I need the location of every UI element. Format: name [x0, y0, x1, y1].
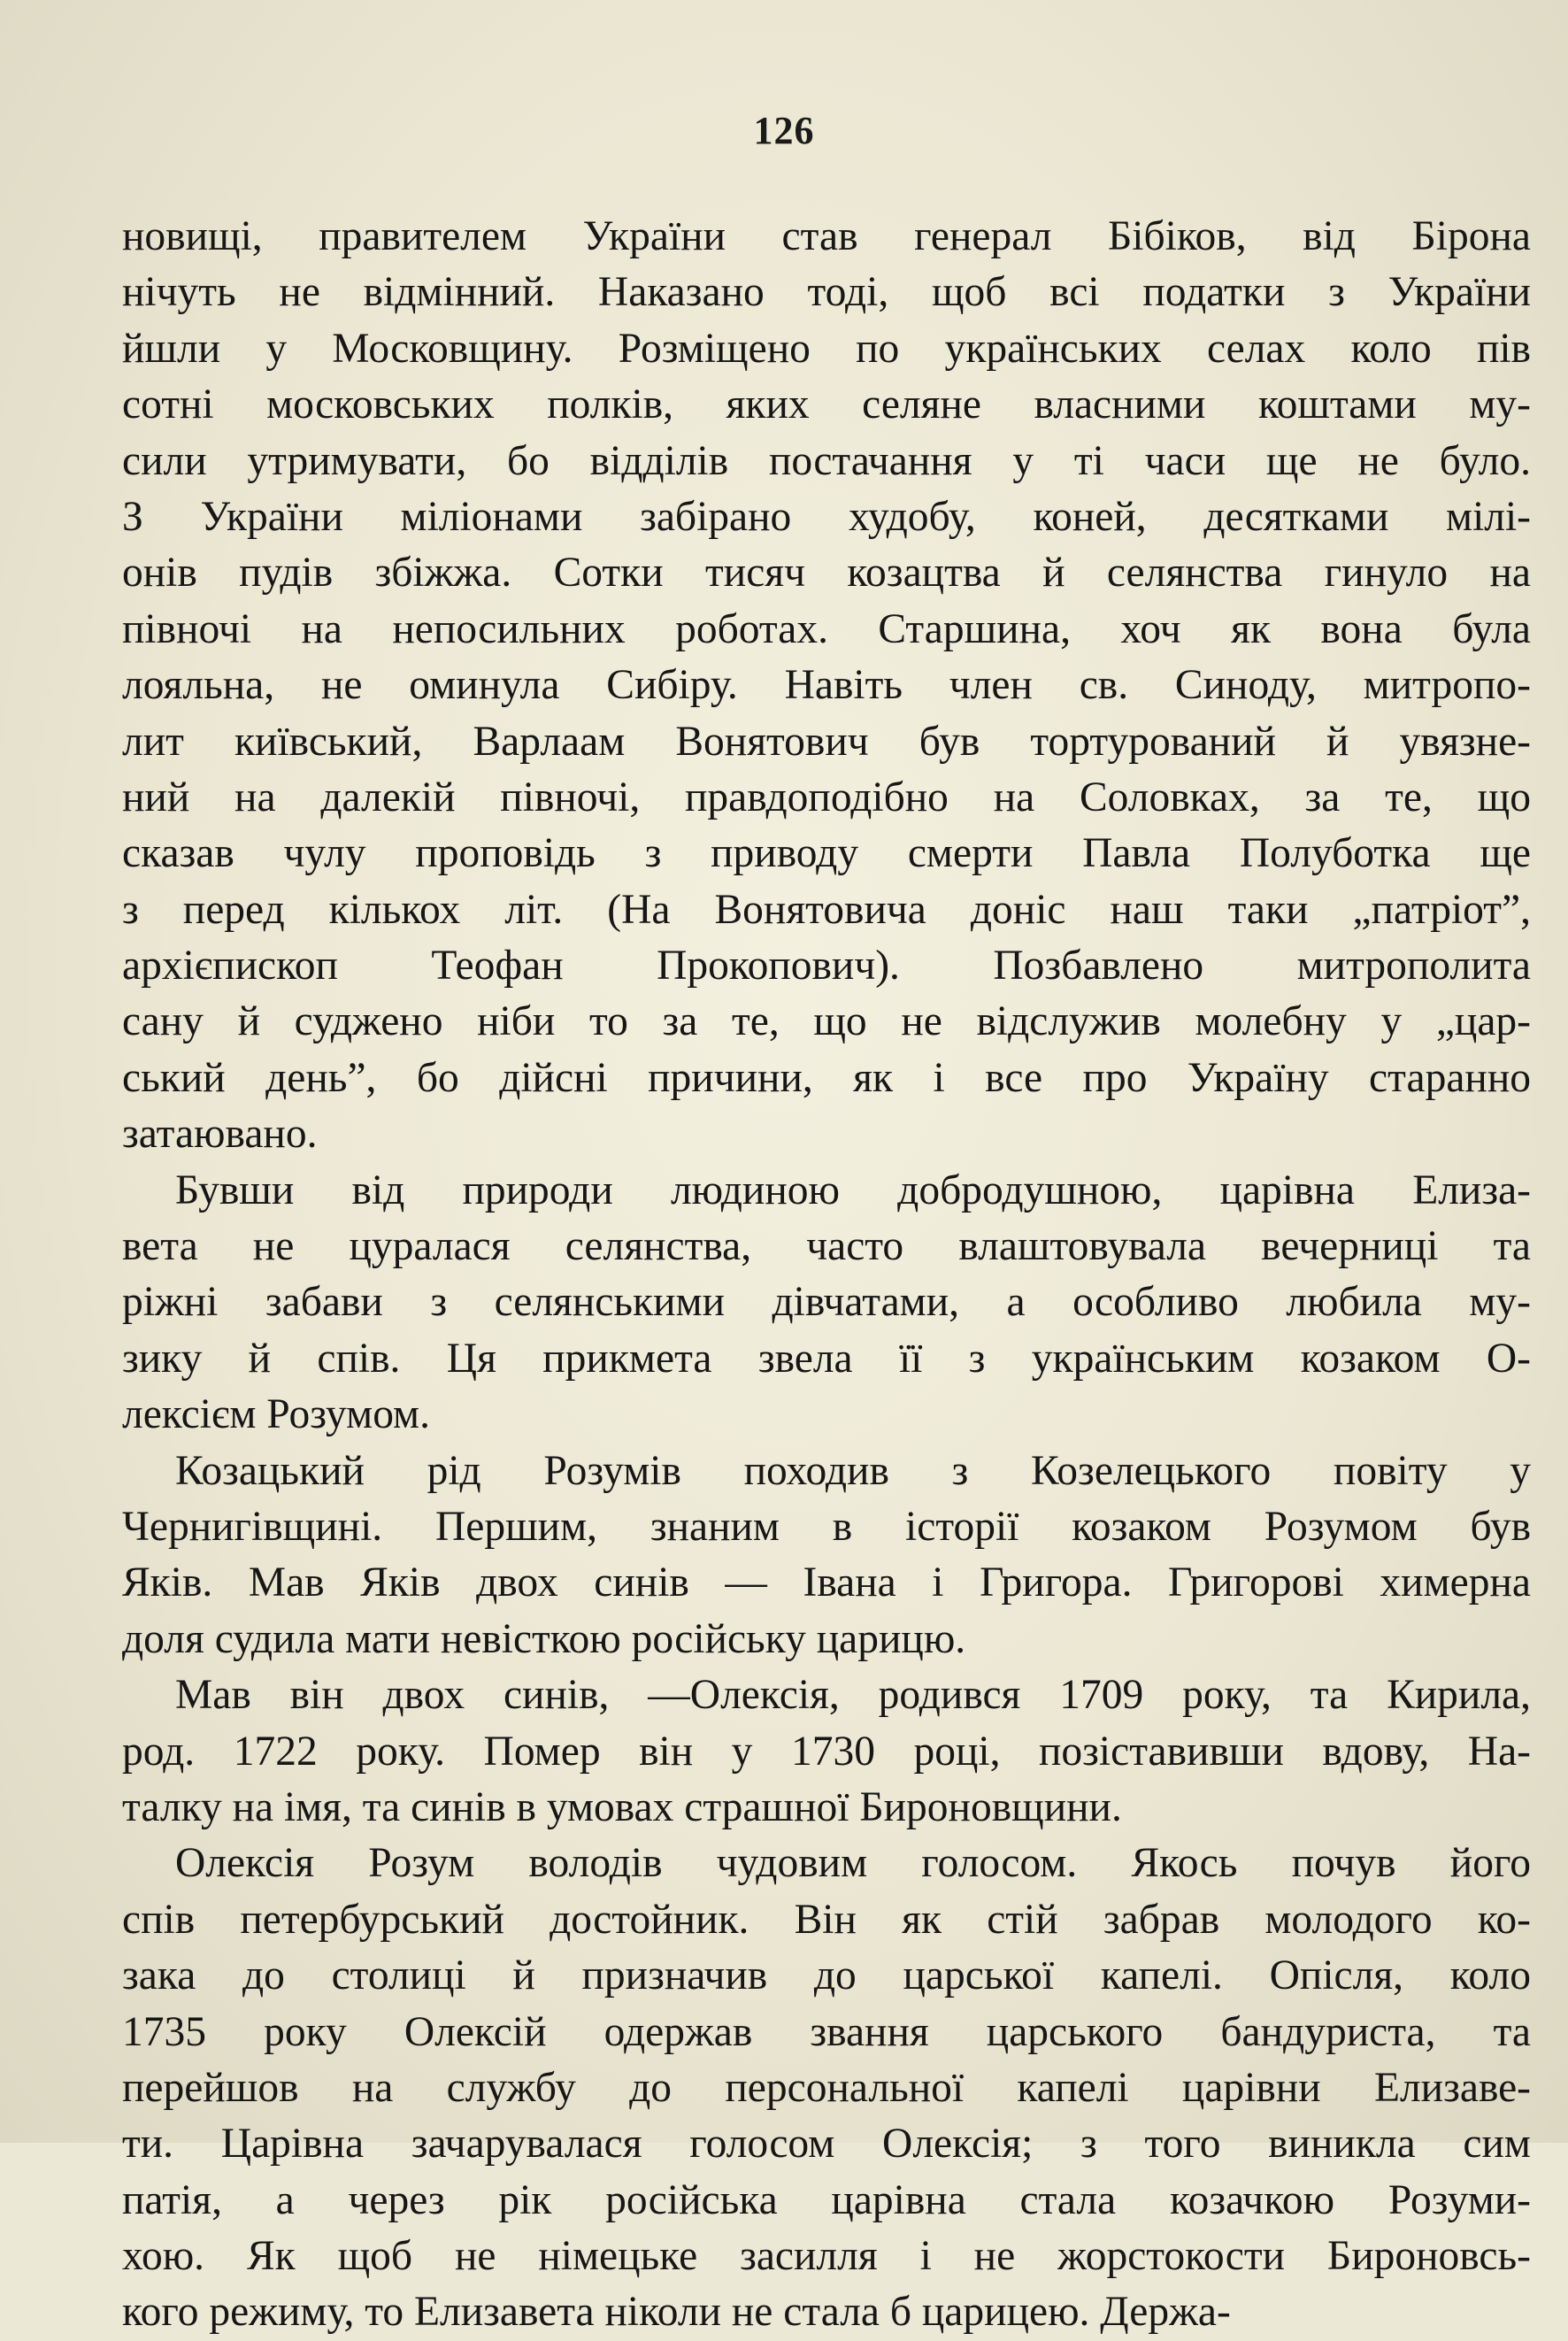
page-number: 126: [753, 109, 815, 152]
text-line: архієпископ Теофан Прокопович). Позбавлено митрополита: [122, 943, 1531, 990]
text-line: новищі, правителем України став генерал Бібіков, від Бірона: [122, 213, 1531, 259]
text-line: ріжні забави з селянськими дівчатами, а особливо любила му-: [122, 1279, 1531, 1326]
text-line: патія, а через рік російська царівна стала козачкою Розуми-: [122, 2176, 1531, 2223]
text-line: Олексія Розум володів чудовим голосом. Якось почув його: [175, 1840, 1531, 1887]
paragraph: [122, 209, 1531, 1163]
text-line: зака до столиці й призначив до царської капелі. Опісля, коло: [122, 1952, 1531, 1999]
text-line: доля судила мати невісткою російську царицю.: [122, 1615, 966, 1662]
text-line: род. 1722 року. Помер він у 1730 році, позіставивши вдову, На-: [122, 1728, 1531, 1775]
text-line: вета не цуралася селянства, часто влаштовувала вечерниці та: [122, 1223, 1531, 1270]
text-line: з перед кількох літ. (На Вонятовича доніс наш таки „патріот”,: [122, 886, 1531, 933]
paragraph: [122, 1667, 1531, 1836]
text-line: онів пудів збіжжа. Сотки тисяч козацтва й селянства гинуло на: [122, 550, 1531, 597]
paragraph: [122, 1163, 1531, 1444]
text-line: лояльна, не оминула Сибіру. Навіть член св. Синоду, митропо-: [122, 662, 1531, 709]
paragraph: [122, 1444, 1531, 1668]
text-line: хою. Як щоб не німецьке засилля і не жорстокости Бироновсь-: [122, 2233, 1531, 2280]
text-line: кого режиму, то Елизавета ніколи не стала б царицею. Держа-: [122, 2289, 1231, 2336]
text-line: сану й суджено ніби то за те, що не відслужив молебну у „цар-: [122, 998, 1531, 1045]
text-line: талку на імя, та синів в умовах страшної Бироновщини.: [122, 1783, 1122, 1830]
text-line: лит київський, Варлаам Вонятович був тортурований й увязне-: [122, 718, 1531, 765]
text-line: затаювано.: [122, 1111, 318, 1158]
text-line: перейшов на службу до персональної капелі царівни Елизаве-: [122, 2064, 1531, 2111]
text-line: 1735 року Олексій одержав звання царського бандуриста, та: [122, 2008, 1531, 2055]
text-line: Мав він двох синів, —Олексія, родився 1709 року, та Кирила,: [175, 1672, 1531, 1719]
text-line: сотні московських полків, яких селяне власними коштами му-: [122, 381, 1531, 428]
text-line: Яків. Мав Яків двох синів — Івана і Григора. Григорові химерна: [122, 1559, 1531, 1606]
text-line: ти. Царівна зачарувалася голосом Олексія; з того виникла сим: [122, 2121, 1531, 2168]
text-line: сили утримувати, бо відділів постачання у ті часи ще не було.: [122, 437, 1531, 484]
text-line: нічуть не відмінний. Наказано тоді, щоб всі податки з України: [122, 269, 1531, 316]
body-text: [122, 209, 1531, 2341]
text-line: ний на далекій півночі, правдоподібно на Соловках, за те, що: [122, 774, 1531, 820]
paragraph: [122, 1836, 1531, 2341]
text-line: спів петербурський достойник. Він як стій забрав молодого ко-: [122, 1896, 1531, 1943]
text-line: Козацький рід Розумів походив з Козелецького повіту у: [175, 1447, 1531, 1494]
text-line: сказав чулу проповідь з приводу смерти Павла Полуботка ще: [122, 830, 1531, 877]
text-line: ський день”, бо дійсні причини, як і все про Україну старанно: [122, 1054, 1531, 1101]
text-line: зику й спів. Ця прикмета звела її з українським козаком О-: [122, 1335, 1531, 1382]
text-line: лексієм Розумом.: [122, 1391, 430, 1438]
text-line: Чернигівщині. Першим, знаним в історії козаком Розумом був: [122, 1503, 1531, 1550]
text-line: йшли у Московщину. Розміщено по українських селах коло пів: [122, 325, 1531, 372]
text-line: З України міліонами забірано худобу, коней, десятками мілі-: [122, 493, 1531, 540]
text-line: Бувши від природи людиною добродушною, царівна Елиза-: [175, 1167, 1531, 1213]
text-line: півночі на непосильних роботах. Старшина, хоч як вона була: [122, 605, 1531, 652]
